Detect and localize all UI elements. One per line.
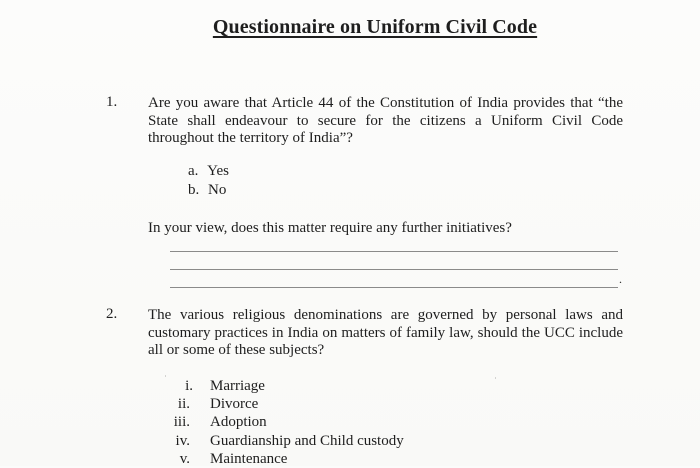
- list-item-marker: iii.: [173, 414, 190, 430]
- list-item-marker: i.: [185, 378, 193, 394]
- answer-line-2: [170, 269, 618, 270]
- stray-mark: ʿ: [494, 376, 497, 386]
- question-1-followup: In your view, does this matter require any further initiatives?: [148, 220, 512, 236]
- question-1-text: Are you aware that Article 44 of the Constitution of India provides that “the State shall endeavour to secure for the citizens a Uniform Civil Code throughout the territory of India”?: [148, 95, 623, 146]
- q1-option-no-marker: b.: [188, 182, 200, 198]
- page-title: Questionnaire on Uniform Civil Code: [212, 16, 538, 38]
- question-2-number: 2.: [106, 306, 118, 322]
- list-item-marriage: Marriage: [210, 378, 265, 394]
- q1-option-no-label: No: [208, 182, 227, 198]
- stray-mark: ʿ: [164, 374, 167, 384]
- answer-line-1: [170, 251, 618, 252]
- list-item-divorce: Divorce: [210, 396, 259, 412]
- list-item-maintenance: Maintenance: [210, 451, 288, 467]
- question-1-number: 1.: [106, 94, 118, 110]
- q1-option-yes-label: Yes: [207, 163, 229, 179]
- answer-line-end-mark: .: [619, 272, 622, 286]
- q1-option-yes-marker: a.: [188, 163, 199, 179]
- q1-option-yes: [188, 163, 229, 180]
- list-item-marker: v.: [179, 451, 190, 467]
- list-item-marker: iv.: [175, 433, 190, 449]
- q1-option-no: [188, 182, 226, 199]
- answer-line-3: [170, 287, 618, 288]
- list-item-guardianship: Guardianship and Child custody: [210, 433, 404, 449]
- list-item-marker: ii.: [177, 396, 190, 412]
- list-item-adoption: Adoption: [210, 414, 267, 430]
- question-2-text: The various religious denominations are governed by personal laws and customary practices in India on matters of family law, should the UCC include all or some of these subjects?: [148, 307, 623, 358]
